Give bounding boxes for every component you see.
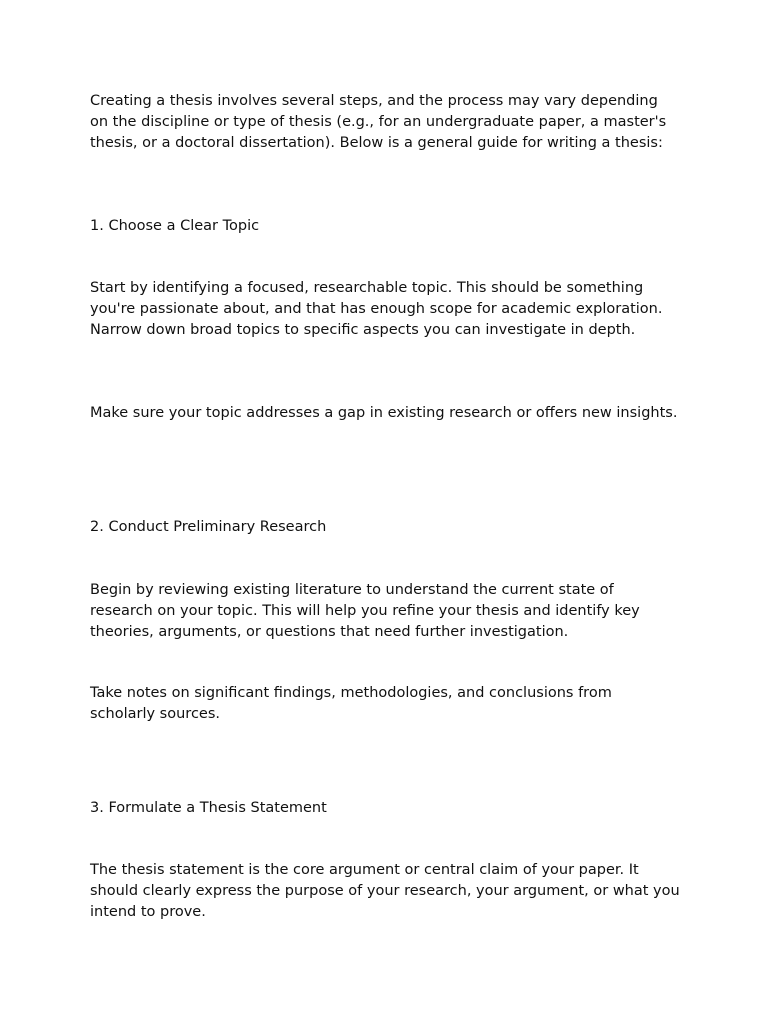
section-paragraph: Start by identifying a focused, researchable topic. This should be something you're passionate about, and that has enough scope for academic exploration. Narrow down broad topics to specific aspects you can investigate in depth.	[90, 280, 663, 338]
section-heading: 1. Choose a Clear Topic	[90, 218, 260, 234]
section-paragraph: Begin by reviewing existing literature to understand the current state of research on your topic. This will help you refine your thesis and identify key theories, arguments, or questions that need further investigation.	[90, 582, 640, 640]
section-paragraph: Make sure your topic addresses a gap in existing research or offers new insights.	[90, 405, 678, 421]
section-paragraph: The thesis statement is the core argument or central claim of your paper. It should clearly express the purpose of your research, your argument, or what you intend to prove.	[90, 862, 680, 920]
section-heading: 3. Formulate a Thesis Statement	[90, 800, 327, 816]
section-paragraph: Take notes on significant findings, methodologies, and conclusions from scholarly sources.	[90, 685, 612, 722]
intro-paragraph: Creating a thesis involves several steps, and the process may vary depending on the discipline or type of thesis (e.g., for an undergraduate paper, a master's thesis, or a doctoral dissertation). Below is a general guide for writing a thesis:	[90, 93, 667, 151]
section-heading: 2. Conduct Preliminary Research	[90, 519, 327, 535]
